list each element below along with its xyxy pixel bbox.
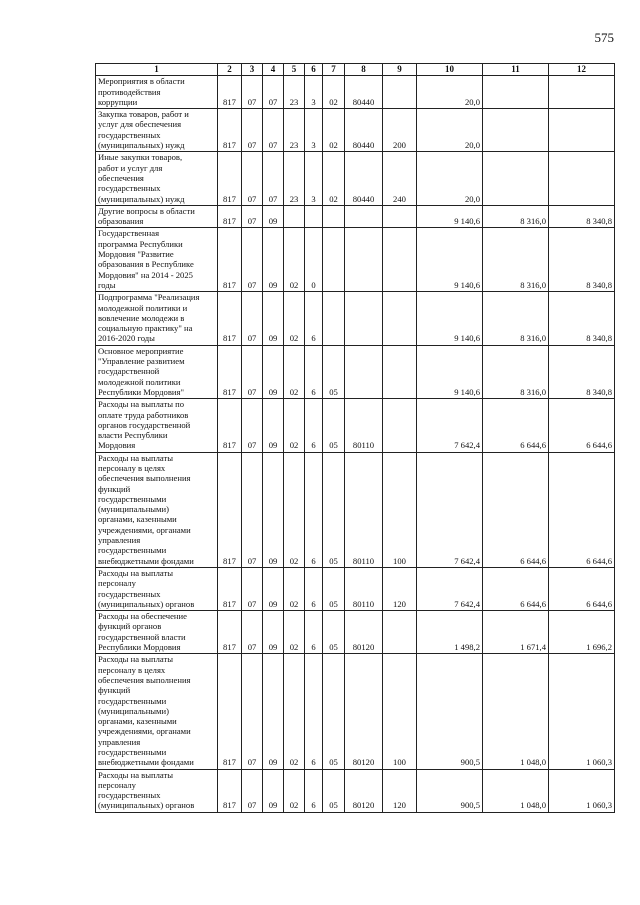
table-cell: 80110 bbox=[345, 452, 383, 567]
table-cell: 02 bbox=[284, 399, 305, 452]
column-header: 10 bbox=[417, 64, 483, 76]
row-name-cell: Мероприятия в области противодействия коррупции bbox=[96, 76, 218, 109]
row-name-cell: Расходы на обеспечение функций органов государственной власти Республики Мордовия bbox=[96, 611, 218, 654]
table-row bbox=[96, 152, 615, 205]
table-cell: 8 340,8 bbox=[549, 345, 615, 398]
table-row bbox=[96, 611, 615, 654]
column-header: 4 bbox=[263, 64, 284, 76]
table-cell: 100 bbox=[383, 452, 417, 567]
table-cell bbox=[345, 292, 383, 345]
table-cell: 23 bbox=[284, 152, 305, 205]
table-cell: 80120 bbox=[345, 654, 383, 769]
table-row bbox=[96, 399, 615, 452]
column-header: 11 bbox=[483, 64, 549, 76]
column-header: 2 bbox=[218, 64, 242, 76]
table-cell: 200 bbox=[383, 109, 417, 152]
table-cell: 02 bbox=[284, 228, 305, 292]
table-cell: 80110 bbox=[345, 399, 383, 452]
table-row bbox=[96, 76, 615, 109]
table-cell: 9 140,6 bbox=[417, 292, 483, 345]
table-cell: 6 644,6 bbox=[549, 452, 615, 567]
table-cell: 6 bbox=[305, 399, 323, 452]
table-cell bbox=[345, 228, 383, 292]
table-cell bbox=[549, 109, 615, 152]
table-cell: 817 bbox=[218, 769, 242, 812]
row-name-cell: Расходы на выплаты персоналу государственных (муниципальных) органов bbox=[96, 567, 218, 610]
row-name-cell: Другие вопросы в области образования bbox=[96, 205, 218, 228]
table-cell: 100 bbox=[383, 654, 417, 769]
table-cell: 05 bbox=[323, 399, 345, 452]
table-cell: 07 bbox=[242, 399, 263, 452]
table-cell: 8 316,0 bbox=[483, 205, 549, 228]
table-cell: 817 bbox=[218, 345, 242, 398]
table-cell: 6 644,6 bbox=[549, 399, 615, 452]
table-cell bbox=[323, 292, 345, 345]
table-cell: 07 bbox=[242, 292, 263, 345]
row-name-cell: Подпрограмма "Реализация молодежной политики и вовлечение молодежи в социальную практику" на 2016-2020 годы bbox=[96, 292, 218, 345]
table-cell bbox=[549, 152, 615, 205]
table-cell: 05 bbox=[323, 769, 345, 812]
table-cell: 07 bbox=[242, 109, 263, 152]
row-name-cell: Расходы на выплаты персоналу в целях обеспечения выполнения функций государственными (муниципальными) органами, казенными учреждениями, органами управления государственными внебюджетными фондами bbox=[96, 654, 218, 769]
table-cell: 817 bbox=[218, 654, 242, 769]
table-cell: 8 340,8 bbox=[549, 292, 615, 345]
table-cell: 7 642,4 bbox=[417, 452, 483, 567]
table-cell: 09 bbox=[263, 452, 284, 567]
table-cell: 8 316,0 bbox=[483, 345, 549, 398]
table-cell: 1 060,3 bbox=[549, 654, 615, 769]
table-cell: 07 bbox=[263, 76, 284, 109]
table-cell: 900,5 bbox=[417, 769, 483, 812]
table-cell: 817 bbox=[218, 76, 242, 109]
table-cell: 09 bbox=[263, 228, 284, 292]
table-cell: 9 140,6 bbox=[417, 345, 483, 398]
table-cell: 120 bbox=[383, 567, 417, 610]
table-cell: 3 bbox=[305, 76, 323, 109]
row-name-cell: Расходы на выплаты персоналу в целях обеспечения выполнения функций государственными (муниципальными) органами, казенными учреждениями, органами управления государственными внебюджетными фондами bbox=[96, 452, 218, 567]
column-header: 8 bbox=[345, 64, 383, 76]
table-cell: 6 bbox=[305, 654, 323, 769]
table-cell bbox=[383, 292, 417, 345]
table-cell: 02 bbox=[323, 109, 345, 152]
table-cell: 80110 bbox=[345, 567, 383, 610]
table-cell: 05 bbox=[323, 345, 345, 398]
row-name-cell: Расходы на выплаты по оплате труда работников органов государственной власти Республики Мордовия bbox=[96, 399, 218, 452]
table-cell: 02 bbox=[284, 769, 305, 812]
table-cell: 05 bbox=[323, 567, 345, 610]
column-header: 9 bbox=[383, 64, 417, 76]
table-cell: 07 bbox=[242, 76, 263, 109]
table-row bbox=[96, 205, 615, 228]
table-cell: 07 bbox=[242, 345, 263, 398]
table-cell: 02 bbox=[284, 654, 305, 769]
table-cell bbox=[323, 205, 345, 228]
table-cell: 23 bbox=[284, 109, 305, 152]
table-cell: 1 671,4 bbox=[483, 611, 549, 654]
table-cell: 05 bbox=[323, 654, 345, 769]
table-cell: 7 642,4 bbox=[417, 399, 483, 452]
table-row bbox=[96, 567, 615, 610]
table-cell: 07 bbox=[263, 152, 284, 205]
table-cell bbox=[483, 152, 549, 205]
table-cell: 80440 bbox=[345, 152, 383, 205]
table-cell: 07 bbox=[242, 567, 263, 610]
table-cell bbox=[345, 205, 383, 228]
table-cell bbox=[284, 205, 305, 228]
table-cell: 20,0 bbox=[417, 152, 483, 205]
table-cell: 09 bbox=[263, 654, 284, 769]
table-cell: 09 bbox=[263, 769, 284, 812]
table-cell: 07 bbox=[242, 654, 263, 769]
table-cell: 6 bbox=[305, 345, 323, 398]
table-cell: 80440 bbox=[345, 109, 383, 152]
table-cell: 817 bbox=[218, 399, 242, 452]
table-cell: 6 644,6 bbox=[483, 567, 549, 610]
row-name-cell: Основное мероприятие "Управление развитием государственной молодежной политики Республики Мордовия" bbox=[96, 345, 218, 398]
table-cell: 6 bbox=[305, 292, 323, 345]
table-cell: 817 bbox=[218, 452, 242, 567]
table-row bbox=[96, 452, 615, 567]
table-cell: 09 bbox=[263, 345, 284, 398]
table-cell: 80440 bbox=[345, 76, 383, 109]
table-cell: 3 bbox=[305, 152, 323, 205]
column-header: 12 bbox=[549, 64, 615, 76]
table-cell bbox=[383, 345, 417, 398]
column-header: 7 bbox=[323, 64, 345, 76]
table-cell: 6 644,6 bbox=[483, 399, 549, 452]
table-row bbox=[96, 228, 615, 292]
table-cell: 1 060,3 bbox=[549, 769, 615, 812]
table-cell: 8 316,0 bbox=[483, 228, 549, 292]
table-cell: 07 bbox=[242, 152, 263, 205]
column-header: 5 bbox=[284, 64, 305, 76]
table-cell: 02 bbox=[284, 452, 305, 567]
table-cell bbox=[383, 611, 417, 654]
table-cell: 7 642,4 bbox=[417, 567, 483, 610]
column-header: 3 bbox=[242, 64, 263, 76]
table-cell: 09 bbox=[263, 205, 284, 228]
table-cell: 6 bbox=[305, 452, 323, 567]
budget-table bbox=[95, 63, 615, 813]
column-header: 1 bbox=[96, 64, 218, 76]
table-cell: 120 bbox=[383, 769, 417, 812]
row-name-cell: Иные закупки товаров, работ и услуг для обеспечения государственных (муниципальных) нужд bbox=[96, 152, 218, 205]
table-cell: 02 bbox=[323, 76, 345, 109]
table-cell bbox=[305, 205, 323, 228]
table-cell: 07 bbox=[242, 452, 263, 567]
table-row bbox=[96, 109, 615, 152]
column-header: 6 bbox=[305, 64, 323, 76]
table-cell: 02 bbox=[323, 152, 345, 205]
table-cell: 6 bbox=[305, 769, 323, 812]
table-cell bbox=[323, 228, 345, 292]
table-cell: 23 bbox=[284, 76, 305, 109]
table-cell: 05 bbox=[323, 452, 345, 567]
table-cell: 8 340,8 bbox=[549, 228, 615, 292]
table-cell bbox=[383, 399, 417, 452]
table-cell: 1 048,0 bbox=[483, 769, 549, 812]
table-cell: 8 340,8 bbox=[549, 205, 615, 228]
table-cell: 02 bbox=[284, 345, 305, 398]
table-cell: 9 140,6 bbox=[417, 205, 483, 228]
table-cell: 07 bbox=[263, 109, 284, 152]
table-cell: 80120 bbox=[345, 769, 383, 812]
table-cell: 6 bbox=[305, 567, 323, 610]
table-cell: 02 bbox=[284, 567, 305, 610]
table-cell: 07 bbox=[242, 228, 263, 292]
table-cell: 07 bbox=[242, 769, 263, 812]
table-cell: 6 bbox=[305, 611, 323, 654]
table-cell bbox=[483, 76, 549, 109]
table-cell: 1 696,2 bbox=[549, 611, 615, 654]
table-cell: 900,5 bbox=[417, 654, 483, 769]
row-name-cell: Расходы на выплаты персоналу государственных (муниципальных) органов bbox=[96, 769, 218, 812]
row-name-cell: Закупка товаров, работ и услуг для обеспечения государственных (муниципальных) нужд bbox=[96, 109, 218, 152]
table-cell: 817 bbox=[218, 152, 242, 205]
table-cell: 817 bbox=[218, 228, 242, 292]
table-row bbox=[96, 654, 615, 769]
table-cell: 20,0 bbox=[417, 76, 483, 109]
table-cell: 07 bbox=[242, 205, 263, 228]
table-row bbox=[96, 292, 615, 345]
table-cell: 817 bbox=[218, 567, 242, 610]
table-cell bbox=[383, 228, 417, 292]
table-cell bbox=[383, 205, 417, 228]
table-cell: 1 048,0 bbox=[483, 654, 549, 769]
table-cell: 05 bbox=[323, 611, 345, 654]
table-cell: 80120 bbox=[345, 611, 383, 654]
table-cell bbox=[483, 109, 549, 152]
table-cell: 817 bbox=[218, 292, 242, 345]
table-cell: 02 bbox=[284, 292, 305, 345]
table-cell: 817 bbox=[218, 109, 242, 152]
table-cell: 240 bbox=[383, 152, 417, 205]
table-cell bbox=[549, 76, 615, 109]
table-cell: 1 498,2 bbox=[417, 611, 483, 654]
table-cell: 0 bbox=[305, 228, 323, 292]
table-cell: 6 644,6 bbox=[483, 452, 549, 567]
table-cell: 20,0 bbox=[417, 109, 483, 152]
page-number: 575 bbox=[594, 30, 614, 45]
table-cell: 817 bbox=[218, 205, 242, 228]
table-cell bbox=[345, 345, 383, 398]
table-cell: 07 bbox=[242, 611, 263, 654]
table-cell: 09 bbox=[263, 611, 284, 654]
row-name-cell: Государственная программа Республики Мордовия "Развитие образования в Республике Мордовия" на 2014 - 2025 годы bbox=[96, 228, 218, 292]
table-header-row bbox=[96, 64, 615, 76]
table-cell: 8 316,0 bbox=[483, 292, 549, 345]
table-row bbox=[96, 769, 615, 812]
table-cell: 9 140,6 bbox=[417, 228, 483, 292]
table-cell: 09 bbox=[263, 567, 284, 610]
table-cell: 817 bbox=[218, 611, 242, 654]
table-cell: 09 bbox=[263, 292, 284, 345]
table-cell bbox=[383, 76, 417, 109]
table-cell: 02 bbox=[284, 611, 305, 654]
table-body bbox=[96, 76, 615, 812]
table-cell: 09 bbox=[263, 399, 284, 452]
table-row bbox=[96, 345, 615, 398]
table-cell: 6 644,6 bbox=[549, 567, 615, 610]
table-cell: 3 bbox=[305, 109, 323, 152]
